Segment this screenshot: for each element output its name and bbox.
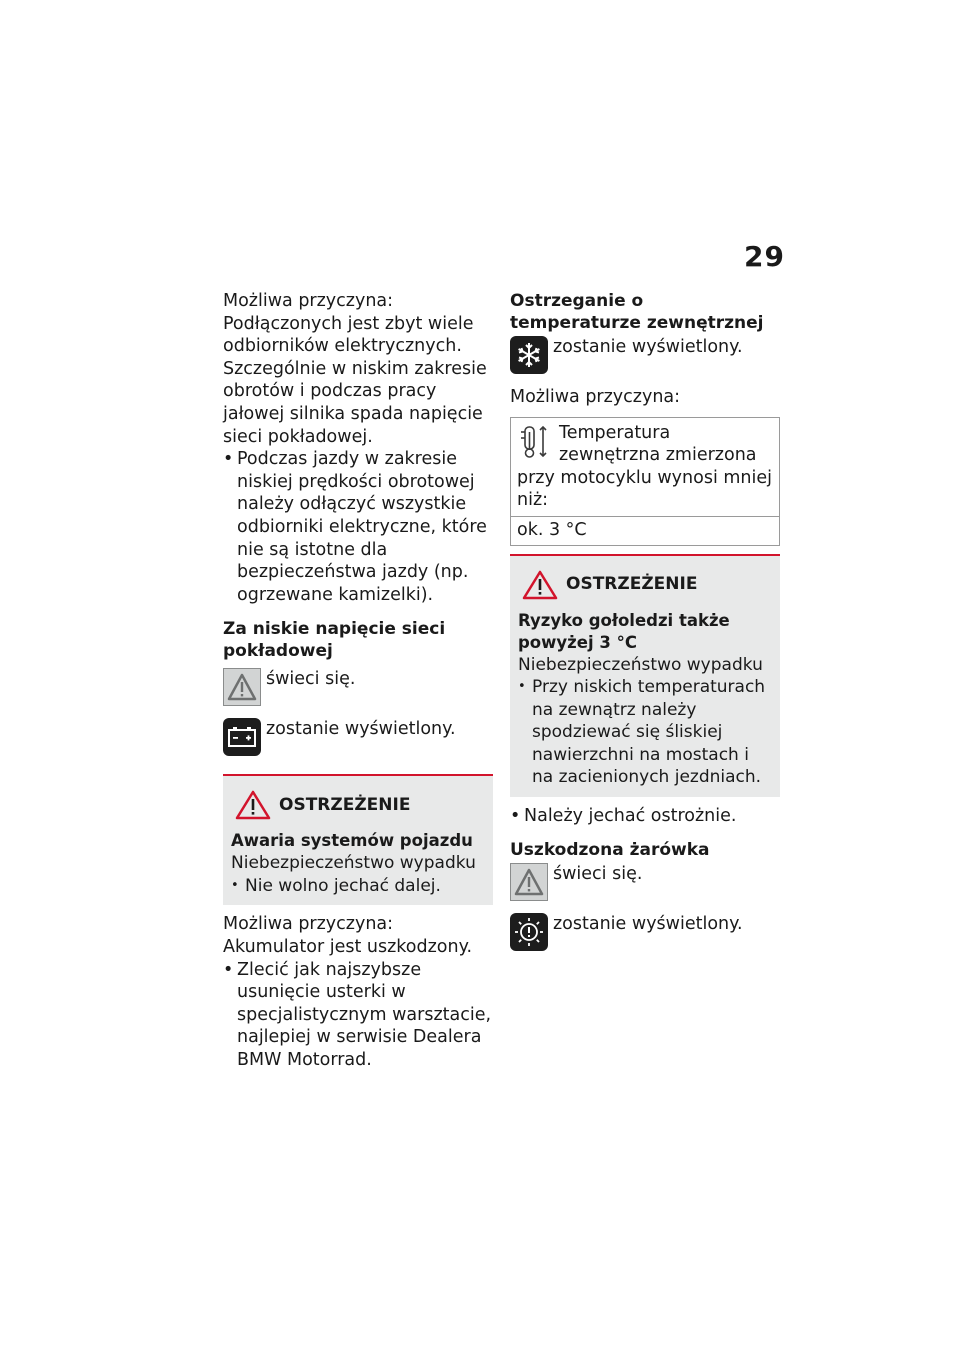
warning-title-ice: [522, 570, 772, 600]
display-status-text: zostanie wyświetlony.: [266, 719, 456, 740]
exclamation-icon: [522, 570, 558, 600]
warning-title-text-ice: OSTRZEŻENIE: [566, 574, 698, 595]
warning-box: [223, 774, 493, 905]
section-heading-outside-temp: Ostrzeganie o temperaturze zewnętrznej: [510, 291, 764, 333]
snowflake-icon: [510, 336, 548, 374]
instruction-bullet: • Podczas jazdy w zakresie niskiej prędkości obrotowej należy odłączyć wszystkie odbiorniki elektryczne, które nie są istotne dla bezpieczeństwa jazdy (np. ogrzewane kamizelki).: [223, 448, 493, 606]
battery-icon: [223, 718, 261, 756]
bulb-failure-icon: [510, 913, 548, 951]
section-heading-low-voltage: Za niskie napięcie sieci pokładowej: [223, 619, 446, 662]
display-status-text-bulb: zostanie wyświetlony.: [553, 914, 743, 935]
instruction-bullet-2: • Zlecić jak najszybsze usunięcie usterki w specjalistycznym warsztacie, najlepiej w serwisie Dealera BMW Motorrad.: [223, 959, 493, 1072]
warning-triangle-icon: [223, 668, 261, 706]
temperature-table: [510, 417, 780, 546]
warning-lamp-row: [223, 668, 493, 706]
possible-cause-text-2: Akumulator jest uszkodzony.: [223, 936, 473, 957]
lamp-status-text-bulb: świeci się.: [553, 864, 643, 885]
warning-bullet-ice: • Przy niskich temperaturach na zewnątrz należy spodziewać się śliskiej nawierzchni na mostach i na zacienionych jezdniach.: [518, 676, 772, 789]
page-number: 29: [744, 240, 785, 273]
warning-text: Niebezpieczeństwo wypadku: [231, 853, 476, 874]
warning-triangle-icon: [510, 863, 548, 901]
warning-subtitle: Awaria systemów pojazdu: [231, 831, 473, 851]
possible-cause-label: Możliwa przyczyna:: [223, 291, 394, 311]
warning-bullet: • Nie wolno jechać dalej.: [231, 875, 485, 898]
section-heading-bulb: Uszkodzona żarówka: [510, 840, 710, 861]
warning-title-text: OSTRZEŻENIE: [279, 795, 411, 816]
snowflake-row: [510, 336, 780, 374]
warning-box-ice: [510, 554, 780, 797]
possible-cause-text: Podłączonych jest zbyt wiele odbiorników elektrycznych. Szczególnie w niskim zakresie obrotów i podczas pracy jałowej silnika spada napięcie sieci pokładowej.: [223, 313, 487, 447]
possible-cause-label-temp: Możliwa przyczyna:: [510, 387, 681, 407]
warning-lamp-row-bulb: [510, 863, 780, 901]
temperature-value: ok. 3 °C: [517, 519, 587, 540]
warning-title: [235, 790, 485, 820]
lamp-status-text: świeci się.: [266, 669, 356, 690]
right-column: [510, 290, 780, 951]
display-status-text-temp: zostanie wyświetlony.: [553, 337, 743, 357]
exclamation-icon: [235, 790, 271, 820]
possible-cause-label-2: Możliwa przyczyna:: [223, 914, 394, 935]
left-column: [223, 290, 493, 1071]
temperature-condition-row: [511, 418, 779, 517]
instruction-bullet-temp: • Należy jechać ostrożnie.: [510, 805, 780, 828]
battery-row: [223, 718, 493, 756]
warning-subtitle-ice: Ryzyko gołoledzi także powyżej 3 °C: [518, 610, 730, 652]
bulb-row: [510, 913, 780, 951]
warning-text-ice: Niebezpieczeństwo wypadku: [518, 654, 763, 675]
thermometer-icon: [517, 424, 551, 460]
temperature-condition-text: Temperatura zewnętrzna zmierzona przy motocyklu wynosi mniej niż:: [517, 422, 772, 511]
